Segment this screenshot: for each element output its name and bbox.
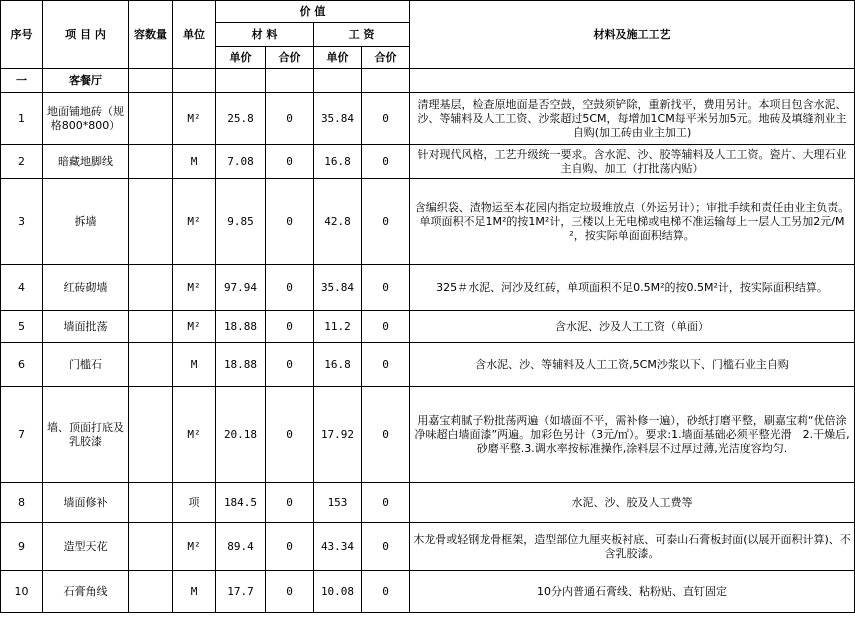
row-process: 水泥、沙、胶及人工费等 bbox=[410, 483, 855, 523]
row-labor-total-price: 0 bbox=[362, 311, 410, 343]
row-material-unit-price: 89.4 bbox=[216, 523, 266, 571]
row-qty bbox=[129, 571, 173, 613]
row-seq: 1 bbox=[1, 93, 43, 145]
row-material-total-price: 0 bbox=[266, 93, 314, 145]
row-labor-total-price: 0 bbox=[362, 483, 410, 523]
row-material-total-price: 0 bbox=[266, 387, 314, 483]
row-name: 暗藏地脚线 bbox=[43, 145, 129, 179]
row-process: 针对现代风格，工艺升级统一要求。含水泥、沙、胶等辅料及人工工资。瓷片、大理石业主自购、加工（打批荡内贴） bbox=[410, 145, 855, 179]
row-qty bbox=[129, 179, 173, 265]
row-seq: 6 bbox=[1, 343, 43, 387]
row-labor-total-price: 0 bbox=[362, 571, 410, 613]
row-labor-unit-price: 11.2 bbox=[314, 311, 362, 343]
row-material-total-price: 0 bbox=[266, 523, 314, 571]
row-name: 拆墙 bbox=[43, 179, 129, 265]
row-qty bbox=[129, 311, 173, 343]
header-unit: 单位 bbox=[173, 1, 216, 69]
row-process: 含水泥、沙及人工工资（单面） bbox=[410, 311, 855, 343]
row-labor-unit-price: 16.8 bbox=[314, 343, 362, 387]
row-seq: 8 bbox=[1, 483, 43, 523]
table-row bbox=[1, 387, 855, 483]
row-qty bbox=[129, 343, 173, 387]
row-process: 含编织袋、渣物运至本花园内指定垃圾堆放点（外运另计）；审批手续和责任由业主负责。单项面积不足1M²的按1M²计，三楼以上无电梯或电梯不准运输每上一层人工另加2元/M²，按实际单面面积结算。 bbox=[410, 179, 855, 265]
row-labor-total-price: 0 bbox=[362, 145, 410, 179]
row-material-total-price: 0 bbox=[266, 311, 314, 343]
row-material-total-price: 0 bbox=[266, 179, 314, 265]
row-labor-total-price: 0 bbox=[362, 179, 410, 265]
header-row-1 bbox=[1, 1, 855, 23]
row-labor-total-price: 0 bbox=[362, 265, 410, 311]
section-name: 客餐厅 bbox=[43, 69, 129, 93]
table-row bbox=[1, 265, 855, 311]
row-seq: 4 bbox=[1, 265, 43, 311]
row-qty bbox=[129, 523, 173, 571]
header-value: 价 值 bbox=[216, 1, 410, 23]
row-qty bbox=[129, 145, 173, 179]
header-labor: 工 资 bbox=[314, 23, 410, 47]
row-material-total-price: 0 bbox=[266, 343, 314, 387]
row-name: 石膏角线 bbox=[43, 571, 129, 613]
row-labor-unit-price: 35.84 bbox=[314, 93, 362, 145]
row-labor-total-price: 0 bbox=[362, 523, 410, 571]
table-row bbox=[1, 145, 855, 179]
table-row bbox=[1, 571, 855, 613]
header-labor-unit-price: 单价 bbox=[314, 47, 362, 69]
row-qty bbox=[129, 93, 173, 145]
row-qty bbox=[129, 483, 173, 523]
row-labor-unit-price: 153 bbox=[314, 483, 362, 523]
row-process: 木龙骨或轻钢龙骨框架，造型部位九厘夹板衬底、可泰山石膏板封面(以展开面积计算)、不含乳胶漆。 bbox=[410, 523, 855, 571]
table-row bbox=[1, 523, 855, 571]
row-name: 红砖砌墙 bbox=[43, 265, 129, 311]
row-process: 用嘉宝莉腻子粉批荡两遍（如墙面不平，需补修一遍），砂纸打磨平整，刷嘉宝莉“优倍涂净味超白墙面漆”两遍。加彩色另计（3元/㎡）。要求:1.墙面基础必须平整光滑 2.干燥后,砂磨平整.3.调水率按标准操作,涂料层不过厚过薄,光洁度容均匀. bbox=[410, 387, 855, 483]
row-labor-unit-price: 10.08 bbox=[314, 571, 362, 613]
row-unit: M² bbox=[173, 523, 216, 571]
row-material-unit-price: 20.18 bbox=[216, 387, 266, 483]
row-labor-unit-price: 35.84 bbox=[314, 265, 362, 311]
row-unit: M² bbox=[173, 265, 216, 311]
row-name: 门槛石 bbox=[43, 343, 129, 387]
row-unit: M² bbox=[173, 311, 216, 343]
row-material-unit-price: 184.5 bbox=[216, 483, 266, 523]
table-row bbox=[1, 311, 855, 343]
row-material-unit-price: 17.7 bbox=[216, 571, 266, 613]
row-labor-total-price: 0 bbox=[362, 93, 410, 145]
row-seq: 9 bbox=[1, 523, 43, 571]
row-material-unit-price: 25.8 bbox=[216, 93, 266, 145]
row-labor-total-price: 0 bbox=[362, 343, 410, 387]
row-unit: 项 bbox=[173, 483, 216, 523]
row-name: 墙面修补 bbox=[43, 483, 129, 523]
row-process: 清理基层，检查原地面是否空鼓，空鼓须铲除，重新找平，费用另计。本项目包含水泥、沙、等辅料及人工工资、沙浆超过5CM，每增加1CM每平米另加5元。地砖及填缝剂业主自购(加工砖由业主加工) bbox=[410, 93, 855, 145]
section-seq: 一 bbox=[1, 69, 43, 93]
row-seq: 3 bbox=[1, 179, 43, 265]
row-unit: M bbox=[173, 145, 216, 179]
row-unit: M² bbox=[173, 387, 216, 483]
row-name: 墙、顶面打底及乳胶漆 bbox=[43, 387, 129, 483]
row-labor-unit-price: 43.34 bbox=[314, 523, 362, 571]
table-row bbox=[1, 179, 855, 265]
section-row bbox=[1, 69, 855, 93]
row-material-unit-price: 18.88 bbox=[216, 343, 266, 387]
row-unit: M bbox=[173, 343, 216, 387]
row-material-unit-price: 97.94 bbox=[216, 265, 266, 311]
row-material-unit-price: 9.85 bbox=[216, 179, 266, 265]
row-labor-unit-price: 42.8 bbox=[314, 179, 362, 265]
row-seq: 2 bbox=[1, 145, 43, 179]
row-material-total-price: 0 bbox=[266, 145, 314, 179]
header-material-total-price: 合价 bbox=[266, 47, 314, 69]
table-row bbox=[1, 93, 855, 145]
header-item: 项 目 内 bbox=[43, 1, 129, 69]
row-qty bbox=[129, 265, 173, 311]
row-seq: 5 bbox=[1, 311, 43, 343]
row-name: 造型天花 bbox=[43, 523, 129, 571]
header-process: 材料及施工工艺 bbox=[410, 1, 855, 69]
row-material-total-price: 0 bbox=[266, 571, 314, 613]
row-process: 含水泥、沙、等辅料及人工工资,5CM沙浆以下、门槛石业主自购 bbox=[410, 343, 855, 387]
header-qty: 容数量 bbox=[129, 1, 173, 69]
table-row bbox=[1, 483, 855, 523]
row-material-total-price: 0 bbox=[266, 265, 314, 311]
row-labor-total-price: 0 bbox=[362, 387, 410, 483]
row-material-unit-price: 18.88 bbox=[216, 311, 266, 343]
table-row bbox=[1, 343, 855, 387]
row-name: 地面铺地砖（规格800*800） bbox=[43, 93, 129, 145]
header-seq: 序号 bbox=[1, 1, 43, 69]
row-labor-unit-price: 16.8 bbox=[314, 145, 362, 179]
row-qty bbox=[129, 387, 173, 483]
row-process: 10分内普通石膏线、粘粉贴、直钉固定 bbox=[410, 571, 855, 613]
header-material: 材 料 bbox=[216, 23, 314, 47]
row-seq: 7 bbox=[1, 387, 43, 483]
row-process: 325＃水泥、河沙及红砖，单项面积不足0.5M²的按0.5M²计，按实际面积结算。 bbox=[410, 265, 855, 311]
row-labor-unit-price: 17.92 bbox=[314, 387, 362, 483]
header-labor-total-price: 合价 bbox=[362, 47, 410, 69]
row-unit: M bbox=[173, 571, 216, 613]
row-unit: M² bbox=[173, 93, 216, 145]
row-material-unit-price: 7.08 bbox=[216, 145, 266, 179]
row-material-total-price: 0 bbox=[266, 483, 314, 523]
row-unit: M² bbox=[173, 179, 216, 265]
row-seq: 10 bbox=[1, 571, 43, 613]
header-material-unit-price: 单价 bbox=[216, 47, 266, 69]
row-name: 墙面批荡 bbox=[43, 311, 129, 343]
